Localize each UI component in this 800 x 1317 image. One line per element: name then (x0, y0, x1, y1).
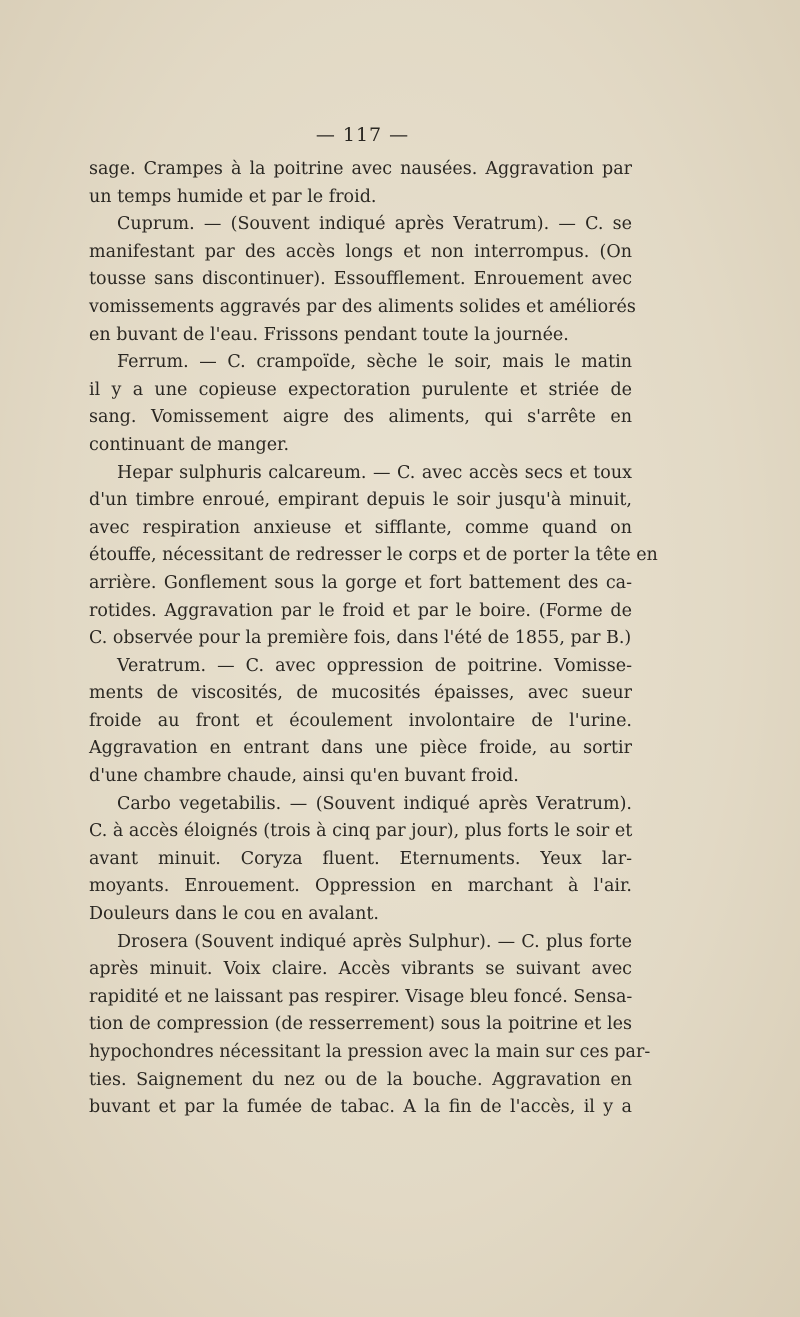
text-line: Ferrum. — C. crampoïde, sèche le soir, mais le matin (117, 352, 632, 373)
text-line: tousse sans discontinuer). Essoufflement. Enrouement avec (89, 269, 632, 290)
text-line: Hepar sulphuris calcareum. — C. avec accès secs et toux (117, 462, 632, 483)
text-line: rapidité et ne laissant pas respirer. Visage bleu foncé. Sensa- (89, 986, 633, 1007)
body-text (89, 156, 658, 1122)
text-line: sang. Vomissement aigre des aliments, qui s'arrête en (89, 407, 632, 428)
text-line: Drosera (Souvent indiqué après Sulphur). — C. plus forte (117, 931, 632, 952)
text-line: Carbo vegetabilis. — (Souvent indiqué après Veratrum). (117, 793, 632, 814)
text-line: C. à accès éloignés (trois à cinq par jour), plus forts le soir et (89, 821, 633, 842)
text-line: un temps humide et par le froid. (89, 186, 377, 207)
text-line: buvant et par la fumée de tabac. A la fin de l'accès, il y a (89, 1097, 632, 1118)
page-number: — 117 — (315, 124, 410, 146)
text-line: vomissements aggravés par des aliments solides et améliorés (89, 296, 636, 317)
text-line: étouffe, nécessitant de redresser le corps et de porter la tête en (89, 545, 658, 566)
text-line: rotides. Aggravation par le froid et par le boire. (Forme de (89, 600, 632, 621)
text-line: en buvant de l'eau. Frissons pendant toute la journée. (89, 324, 569, 345)
text-line: manifestant par des accès longs et non interrompus. (On (89, 241, 632, 262)
text-line: Douleurs dans le cou en avalant. (89, 904, 379, 925)
text-line: Aggravation en entrant dans une pièce froide, au sortir (89, 738, 632, 759)
text-line: avant minuit. Coryza fluent. Eternuments. Yeux lar- (89, 848, 632, 869)
text-line: après minuit. Voix claire. Accès vibrants se suivant avec (89, 959, 632, 980)
text-line: ties. Saignement du nez ou de la bouche. Aggravation en (89, 1069, 632, 1090)
text-line: Veratrum. — C. avec oppression de poitrine. Vomisse- (117, 655, 632, 676)
text-line: d'une chambre chaude, ainsi qu'en buvant froid. (89, 766, 519, 787)
text-line: sage. Crampes à la poitrine avec nausées. Aggravation par (89, 159, 632, 179)
text-line: tion de compression (de resserrement) sous la poitrine et les (89, 1014, 632, 1035)
text-line: ments de viscosités, de mucosités épaisses, avec sueur (89, 683, 632, 704)
text-line: moyants. Enrouement. Oppression en marchant à l'air. (89, 876, 632, 897)
text-line: arrière. Gonflement sous la gorge et fort battement des ca- (89, 572, 632, 593)
text-line: froide au front et écoulement involontaire de l'urine. (89, 710, 632, 731)
text-line: C. observée pour la première fois, dans l'été de 1855, par B.) (89, 628, 632, 649)
text-line: avec respiration anxieuse et sifflante, comme quand on (89, 517, 632, 538)
text-line: d'un timbre enroué, empirant depuis le soir jusqu'à minuit, (89, 490, 632, 511)
text-line: hypochondres nécessitant la pression avec la main sur ces par- (89, 1042, 651, 1062)
text-line: continuant de manger. (89, 434, 290, 455)
text-line: il y a une copieuse expectoration purulente et striée de (89, 379, 632, 400)
text-line: Cuprum. — (Souvent indiqué après Veratrum). — C. se (117, 214, 632, 235)
